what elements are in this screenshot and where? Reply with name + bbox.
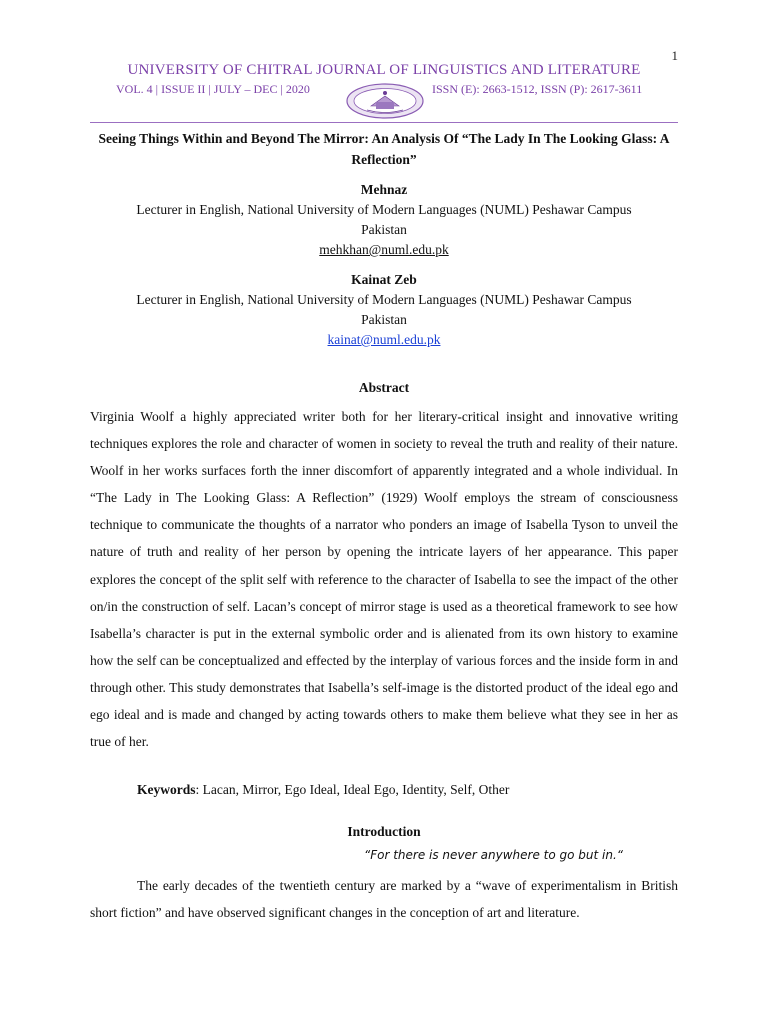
volume-info: VOL. 4 | ISSUE II | JULY – DEC | 2020 — [116, 82, 310, 96]
header-divider — [90, 122, 678, 123]
journal-logo — [345, 82, 425, 120]
author-affiliation: Lecturer in English, National University of Modern Languages (NUML) Peshawar Campus — [136, 292, 632, 307]
author-email-link[interactable]: mehkhan@numl.edu.pk — [319, 242, 449, 257]
abstract-text: Virginia Woolf a highly appreciated writer both for her literary-critical insight and innovative writing techniques explores the role and character of women in society to reveal the truth and reality of their nature. Woolf in her works surfaces forth the inner discomfort of apparently integrated and a whole individual. In “The Lady in The Looking Glass: A Reflection” (1929) Woolf employs the stream of consciousness technique to communicate the thoughts of a narrator who ponders an image of Isabella Tyson to unveil the nature of truth and reality of her person by opening the intricate layers of her appearance. This paper explores the concept of the split self with reference to the character of Isabella to see the impact of the other on/in the construction of self. Lacan’s concept of mirror stage is used as a theoretical framework to see how Isabella’s character is put in the external symbolic order and is alienated from its own history to examine how the self can be conceptualized and effected by the interplay of various forces and the inside form in and through other. This study demonstrates that Isabella’s self-image is the distorted product of the ideal ego and ego ideal and is made and changed by acting towards others to make them believe what they see in her as true of her. — [90, 409, 678, 750]
journal-title: UNIVERSITY OF CHITRAL JOURNAL OF LINGUISTICS AND LITERATURE — [127, 62, 641, 78]
epigraph: “For there is never anywhere to go but in.“ — [364, 848, 623, 862]
author-name: Kainat Zeb — [351, 272, 417, 287]
keywords-list: : Lacan, Mirror, Ego Ideal, Ideal Ego, Identity, Self, Other — [195, 782, 510, 797]
author-country: Pakistan — [361, 312, 407, 327]
author-country: Pakistan — [361, 222, 407, 237]
abstract-heading: Abstract — [358, 380, 410, 395]
issn-info: ISSN (E): 2663-1512, ISSN (P): 2617-3611 — [432, 82, 643, 96]
author-block — [90, 180, 678, 260]
author-email-link[interactable]: kainat@numl.edu.pk — [327, 332, 441, 347]
introduction-heading: Introduction — [347, 824, 421, 839]
paper-title: Seeing Things Within and Beyond The Mirror: An Analysis Of “The Lady In The Looking Glass: A Reflection” — [98, 131, 670, 167]
keywords-label: Keywords — [137, 782, 196, 797]
author-name: Mehnaz — [360, 182, 408, 197]
page-number: 1 — [671, 48, 678, 63]
keywords-line — [137, 780, 678, 800]
author-affiliation: Lecturer in English, National University of Modern Languages (NUML) Peshawar Campus — [136, 202, 632, 217]
author-block — [90, 270, 678, 350]
introduction-text: The early decades of the twentieth century are marked by a “wave of experimentalism in British short fiction” and have observed significant changes in the conception of art and literature. — [90, 878, 678, 920]
